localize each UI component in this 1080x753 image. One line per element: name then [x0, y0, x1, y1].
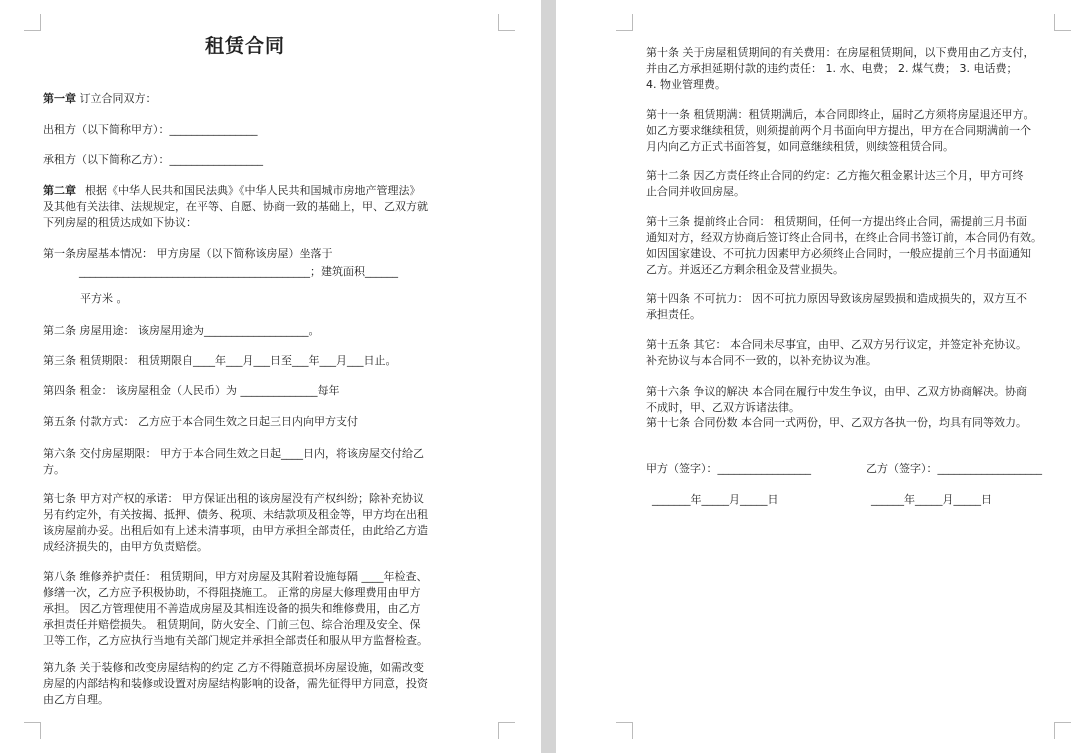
chapter-2-line: 下列房屋的租赁达成如下协议： [43, 216, 197, 229]
page-corner-mark [24, 14, 41, 31]
article-13-line: 通知对方，经双方协商后签订终止合同书，在终止合同书签订前，本合同仍有效。 [646, 231, 1042, 244]
article-2: 第二条 房屋用途： 该房屋用途为___________________。 [43, 324, 320, 337]
article-11-line: 月内向乙方正式书面答复，如同意继续租赁，则续签租赁合同。 [646, 140, 954, 153]
lessor-line: 出租方（以下简称甲方）：________________ [43, 123, 258, 136]
chapter-1-text: 订立合同双方： [79, 92, 157, 105]
article-1 [43, 245, 398, 281]
article-7 [43, 491, 428, 555]
article-16-line: 第十六条 争议的解决 本合同在履行中发生争议，由甲、乙双方协商解决。协商 [646, 385, 1027, 398]
document-page-right [556, 0, 1080, 753]
article-15 [646, 337, 1027, 369]
document-title: 租赁合同 [205, 35, 286, 57]
page-corner-mark [1054, 14, 1071, 31]
article-9-line: 第九条 关于装修和改变房屋结构的约定 乙方不得随意损坏房屋设施，如需改变 [43, 661, 424, 674]
article-11-line: 如乙方要求继续租赁，则须提前两个月书面向甲方提出，甲方在合同期满前一个 [646, 124, 1031, 137]
article-11-line: 第十一条 租赁期满：租赁期满后，本合同即终止，届时乙方须将房屋退还甲方。 [646, 108, 1035, 121]
article-12 [646, 168, 1024, 200]
chapter-1-heading: 第一章 [43, 92, 76, 105]
article-10-line: 并由乙方承担延期付款的违约责任： 1. 水、电费； 2. 煤气费； 3. 电话费； [646, 62, 1018, 75]
page-corner-mark [616, 722, 633, 739]
chapter-2 [43, 183, 428, 231]
signature-party-b: 乙方（签字）：___________________ [866, 462, 1042, 475]
article-14-line: 第十四条 不可抗力： 因不可抗力原因导致该房屋毁损和造成损失的，双方互不 [646, 292, 1027, 305]
article-16 [646, 384, 1027, 416]
chapter-2-line: 及其他有关法律、法规规定，在平等、自愿、协商一致的基础上，甲、乙双方就 [43, 200, 428, 213]
chapter-1 [43, 91, 157, 107]
article-5: 第五条 付款方式： 乙方应于本合同生效之日起三日内向甲方支付 [43, 415, 358, 428]
chapter-2-text: 根据《中华人民共和国民法典》《中华人民共和国城市房地产管理法》 [85, 184, 421, 197]
article-9-line: 房屋的内部结构和装修或设置对房屋结构影响的设备，需先征得甲方同意，投资 [43, 677, 428, 690]
page-corner-mark [498, 14, 515, 31]
article-9 [43, 660, 428, 708]
chapter-2-heading: 第二章 [43, 184, 76, 197]
lessee-line: 承租方（以下简称乙方）：_________________ [43, 153, 263, 166]
page-corner-mark [616, 14, 633, 31]
article-14 [646, 291, 1027, 323]
article-10-line: 第十条 关于房屋租赁期间的有关费用：在房屋租赁期间，以下费用由乙方支付， [646, 46, 1035, 59]
article-1-area-unit: 平方米 。 [80, 292, 128, 305]
article-14-line: 承担责任。 [646, 308, 701, 321]
article-7-line: 另有约定外，有关按揭、抵押、债务、税项、未结款项及租金等，甲方均在出租 [43, 508, 428, 521]
article-8 [43, 569, 428, 649]
article-1-line: 第一条房屋基本情况： 甲方房屋（以下简称该房屋）坐落于 [43, 247, 333, 260]
article-3: 第三条 租赁期限： 租赁期限自____年___月___日至___年___月___日止。 [43, 354, 397, 367]
article-17: 第十七条 合同份数 本合同一式两份，甲、乙双方各执一份，均具有同等效力。 [646, 416, 1027, 429]
article-1-line: __________________________________________；建筑面积______ [79, 265, 398, 278]
article-13-line: 第十三条 提前终止合同： 租赁期间，任何一方提出终止合同，需提前三月书面 [646, 215, 1027, 228]
article-13 [646, 214, 1042, 278]
article-8-line: 承担责任并赔偿损失。 租赁期间，防火安全、门前三包、综合治理及安全、保 [43, 618, 421, 631]
date-party-b: ______年_____月_____日 [871, 493, 992, 506]
article-9-line: 由乙方自理。 [43, 693, 109, 706]
article-6 [43, 446, 424, 478]
page-corner-mark [24, 722, 41, 739]
article-15-line: 补充协议与本合同不一致的，以补充协议为准。 [646, 354, 877, 367]
date-party-a: _______年_____月_____日 [652, 493, 779, 506]
article-11 [646, 107, 1035, 155]
article-12-line: 第十二条 因乙方责任终止合同的约定：乙方拖欠租金累计达三个月，甲方可终 [646, 169, 1024, 182]
article-12-line: 止合同并收回房屋。 [646, 185, 745, 198]
page-corner-mark [498, 722, 515, 739]
article-8-line: 修缮一次，乙方应予积极协助，不得阻挠施工。 正常的房屋大修理费用由甲方 [43, 586, 421, 599]
article-16-line: 不成时，甲、乙双方诉诸法律。 [646, 401, 800, 414]
chapter-2-line [43, 183, 428, 199]
article-8-line: 第八条 维修养护责任： 租赁期间，甲方对房屋及其附着设施每隔 ____年检查、 [43, 570, 428, 583]
article-7-line: 成经济损失的，由甲方负责赔偿。 [43, 540, 208, 553]
article-13-line: 乙方。并返还乙方剩余租金及营业损失。 [646, 263, 844, 276]
article-6-line: 第六条 交付房屋期限： 甲方于本合同生效之日起____日内，将该房屋交付给乙 [43, 447, 424, 460]
article-8-line: 承担。 因乙方管理使用不善造成房屋及其相连设备的损失和维修费用，由乙方 [43, 602, 421, 615]
article-13-line: 如因国家建设、不可抗力因素甲方必须终止合同时，一般应提前三个月书面通知 [646, 247, 1031, 260]
article-10 [646, 45, 1035, 93]
article-6-line: 方。 [43, 463, 65, 476]
article-7-line: 第七条 甲方对产权的承诺： 甲方保证出租的该房屋没有产权纠纷；除补充协议 [43, 492, 424, 505]
article-10-line: 4. 物业管理费。 [646, 78, 726, 91]
signature-party-a: 甲方（签字）：_________________ [646, 462, 811, 475]
article-8-line: 卫等工作，乙方应执行当地有关部门规定并承担全部责任和服从甲方监督检查。 [43, 634, 428, 647]
article-15-line: 第十五条 其它： 本合同未尽事宜，由甲、乙双方另行议定，并签定补充协议。 [646, 338, 1027, 351]
article-4: 第四条 租金： 该房屋租金（人民币）为 ______________每年 [43, 384, 340, 397]
article-7-line: 该房屋前办妥。出租后如有上述未清事项，由甲方承担全部责任，由此给乙方造 [43, 524, 428, 537]
page-corner-mark [1054, 722, 1071, 739]
